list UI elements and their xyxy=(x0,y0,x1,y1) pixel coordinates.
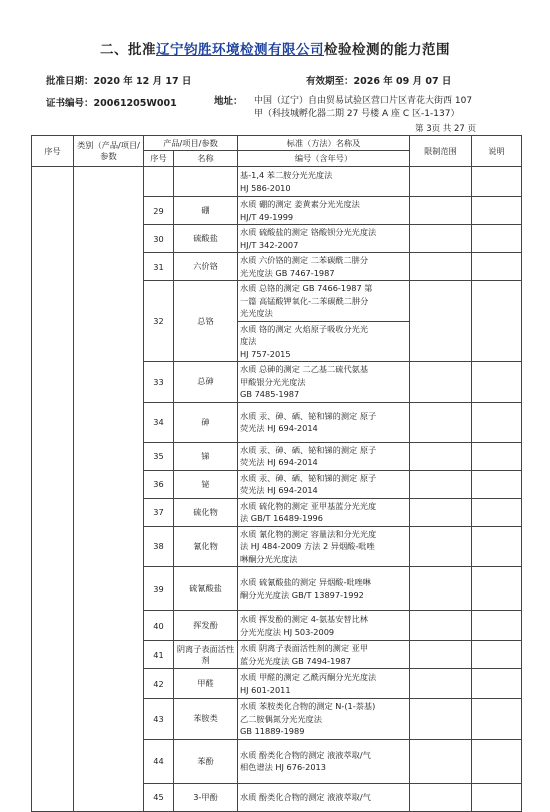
header-seq: 序号 xyxy=(32,136,74,167)
standard-cell xyxy=(238,253,410,281)
standard-cell xyxy=(238,402,410,442)
standard-line: 水质 硫酸盐的测定 铬酸钡分光光度法 xyxy=(240,227,377,237)
item-number: 44 xyxy=(144,739,174,783)
standard-line: 分光光度法 HJ 503-2009 xyxy=(240,626,335,637)
limit-cell xyxy=(410,498,472,526)
item-name: 氰化物 xyxy=(174,526,238,567)
limit-cell xyxy=(410,669,472,699)
standard-cell xyxy=(238,669,410,699)
limit-cell xyxy=(410,470,472,498)
item-name: 铋 xyxy=(174,470,238,498)
item-number: 40 xyxy=(144,611,174,641)
note-cell xyxy=(472,783,522,811)
standard-cell xyxy=(238,739,410,783)
address-line-2: 甲（科技城孵化器二期 27 号楼 A 座 C 区-1-137） xyxy=(254,109,460,119)
item-name xyxy=(174,167,238,197)
header-limit: 限制范围 xyxy=(410,136,472,167)
note-cell xyxy=(472,442,522,470)
standard-line: 水质 酚类化合物的测定 液液萃取/气 xyxy=(240,749,371,760)
item-name: 砷 xyxy=(174,402,238,442)
standard-line: 水质 总铬的测定 GB 7466-1987 第 xyxy=(240,283,373,293)
header-name: 名称 xyxy=(174,151,238,167)
standard-line: 水质 硼的测定 姜黄素分光光度法 xyxy=(240,199,360,209)
title-suffix: 检验检测的能力范围 xyxy=(324,42,450,58)
standard-line: HJ 757-2015 xyxy=(240,348,291,359)
standard-line: HJ/T 342-2007 xyxy=(240,239,299,250)
item-name: 苯胺类 xyxy=(174,699,238,740)
page-number: 第 3页 共 27 页 xyxy=(415,124,477,134)
limit-cell xyxy=(410,611,472,641)
item-name: 硫氰酸盐 xyxy=(174,567,238,611)
limit-cell xyxy=(410,253,472,281)
limit-cell xyxy=(410,567,472,611)
standard-line: 荧光法 HJ 694-2014 xyxy=(240,485,318,495)
standard-cell xyxy=(238,611,410,641)
standard-cell xyxy=(238,567,410,611)
limit-cell xyxy=(410,442,472,470)
item-name: 硫化物 xyxy=(174,498,238,526)
standard-line: 甲酸银分光光度法 xyxy=(240,376,306,387)
capability-table xyxy=(31,135,522,812)
item-name: 总铬 xyxy=(174,281,238,362)
item-number: 39 xyxy=(144,567,174,611)
item-name: 硫酸盐 xyxy=(174,225,238,253)
standard-cell xyxy=(238,442,410,470)
item-name: 锑 xyxy=(174,442,238,470)
table-body xyxy=(32,167,522,812)
limit-cell xyxy=(410,783,472,811)
standard-cell xyxy=(238,526,410,567)
standard-line: HJ 586-2010 xyxy=(240,182,291,193)
limit-cell xyxy=(410,402,472,442)
limit-cell xyxy=(410,225,472,253)
table-row xyxy=(32,167,522,197)
standard-cell xyxy=(238,225,410,253)
standard-line: 基-1,4 苯二胺分光光度法 xyxy=(240,170,333,180)
seq-cell xyxy=(32,167,74,812)
standard-line: 一篇 高锰酸钾氧化-二苯碳酰二肼分 xyxy=(240,295,369,306)
standard-line: 水质 六价铬的测定 二苯碳酰二肼分 xyxy=(240,255,369,265)
header-standard-2: 编号（含年号） xyxy=(238,151,410,167)
standard-line: GB 11889-1989 xyxy=(240,726,305,736)
standard-cell xyxy=(238,321,410,362)
item-number: 30 xyxy=(144,225,174,253)
address-line-1: 中国（辽宁）自由贸易试验区营口片区青花大街西 107 xyxy=(254,96,473,106)
standard-line: 水质 甲醛的测定 乙酰丙酮分光光度法 xyxy=(240,672,377,682)
note-cell xyxy=(472,498,522,526)
header-category: 类别（产品/项目/参数 xyxy=(74,136,144,167)
limit-cell xyxy=(410,526,472,567)
standard-line: 法 GB/T 16489-1996 xyxy=(240,513,323,523)
item-number: 38 xyxy=(144,526,174,567)
note-cell xyxy=(472,167,522,197)
standard-line: 水质 苯胺类化合物的测定 N-(1-萘基) xyxy=(240,701,376,711)
standard-line: 水质 氰化物的测定 容量法和分光光度 xyxy=(240,528,377,539)
standard-line: 水质 总砷的测定 二乙基二硫代氨基 xyxy=(240,364,369,374)
standard-line: 水质 铬的测定 火焰原子吸收分光光 xyxy=(240,323,369,334)
standard-line: 酮分光光度法 GB/T 13897-1992 xyxy=(240,589,364,600)
item-name: 挥发酚 xyxy=(174,611,238,641)
item-number: 41 xyxy=(144,641,174,669)
note-cell xyxy=(472,225,522,253)
standard-cell xyxy=(238,197,410,225)
note-cell xyxy=(472,526,522,567)
address-label: 地址： xyxy=(214,96,243,107)
standard-line: 水质 汞、砷、硒、铋和锑的测定 原子 xyxy=(240,410,377,421)
item-name: 六价铬 xyxy=(174,253,238,281)
note-cell xyxy=(472,197,522,225)
standard-line: 水质 挥发酚的测定 4-氨基安替比林 xyxy=(240,614,368,624)
item-name: 3-甲酚 xyxy=(174,783,238,811)
certificate-number: 证书编号：20061205W001 xyxy=(46,98,177,109)
header-group: 产品/项目/参数 xyxy=(144,136,238,151)
standard-line: 水质 汞、砷、硒、铋和锑的测定 原子 xyxy=(240,472,377,483)
limit-cell xyxy=(410,699,472,740)
limit-cell xyxy=(410,197,472,225)
standard-line: 光光度法 xyxy=(240,308,273,318)
note-cell xyxy=(472,739,522,783)
standard-line: 水质 硫氰酸盐的测定 异烟酸-吡唑啉 xyxy=(240,577,371,587)
limit-cell xyxy=(410,739,472,783)
item-name: 阴离子表面活性剂 xyxy=(174,641,238,669)
item-name: 硼 xyxy=(174,197,238,225)
note-cell xyxy=(472,567,522,611)
note-cell xyxy=(472,699,522,740)
standard-line: 水质 阴离子表面活性剂的测定 亚甲 xyxy=(240,643,369,653)
item-number: 31 xyxy=(144,253,174,281)
header-sub-seq: 序号 xyxy=(144,151,174,167)
standard-cell xyxy=(238,498,410,526)
item-number: 33 xyxy=(144,362,174,403)
note-cell xyxy=(472,669,522,699)
item-number: 43 xyxy=(144,699,174,740)
item-number xyxy=(144,167,174,197)
limit-cell xyxy=(410,281,472,362)
standard-line: 荧光法 HJ 694-2014 xyxy=(240,457,318,467)
standard-cell xyxy=(238,362,410,403)
header-note: 说明 xyxy=(472,136,522,167)
standard-line: 荧光法 HJ 694-2014 xyxy=(240,423,318,433)
note-cell xyxy=(472,253,522,281)
standard-cell xyxy=(238,281,410,322)
standard-line: 相色谱法 HJ 676-2013 xyxy=(240,762,326,772)
company-name: 辽宁钧胜环境检测有限公司 xyxy=(156,42,324,58)
note-cell xyxy=(472,402,522,442)
standard-line: HJ 601-2011 xyxy=(240,684,291,695)
note-cell xyxy=(472,470,522,498)
note-cell xyxy=(472,611,522,641)
item-number: 36 xyxy=(144,470,174,498)
standard-line: 法 HJ 484-2009 方法 2 异烟酸-吡唑 xyxy=(240,541,375,551)
standard-line: 蓝分光光度法 GB 7494-1987 xyxy=(240,655,351,666)
header-standard: 标准（方法）名称及 xyxy=(238,136,410,151)
item-name: 苯酚 xyxy=(174,739,238,783)
item-number: 37 xyxy=(144,498,174,526)
limit-cell xyxy=(410,362,472,403)
standard-line: GB 7485-1987 xyxy=(240,389,300,399)
limit-cell xyxy=(410,641,472,669)
item-name: 甲醛 xyxy=(174,669,238,699)
item-number: 45 xyxy=(144,783,174,811)
standard-cell xyxy=(238,167,410,197)
standard-line: HJ/T 49-1999 xyxy=(240,211,294,222)
note-cell xyxy=(472,641,522,669)
valid-until: 有效期至：2026 年 09 月 07 日 xyxy=(306,76,452,87)
standard-line: 水质 酚类化合物的测定 液液萃取/气 xyxy=(240,791,371,802)
item-number: 32 xyxy=(144,281,174,362)
approval-date: 批准日期：2020 年 12 月 17 日 xyxy=(46,76,192,87)
standard-line: 乙二胺偶氮分光光度法 xyxy=(240,713,322,724)
standard-cell xyxy=(238,470,410,498)
title-prefix: 二、批准 xyxy=(100,42,156,58)
category-cell xyxy=(74,167,144,812)
standard-cell xyxy=(238,783,410,811)
item-number: 29 xyxy=(144,197,174,225)
standard-line: 水质 汞、砷、硒、铋和锑的测定 原子 xyxy=(240,444,377,455)
note-cell xyxy=(472,362,522,403)
limit-cell xyxy=(410,167,472,197)
note-cell xyxy=(472,281,522,362)
standard-cell xyxy=(238,641,410,669)
item-number: 34 xyxy=(144,402,174,442)
standard-line: 啉酮分光光度法 xyxy=(240,553,298,564)
standard-cell xyxy=(238,699,410,740)
item-name: 总砷 xyxy=(174,362,238,403)
item-number: 35 xyxy=(144,442,174,470)
standard-line: 度法 xyxy=(240,336,257,346)
standard-line: 水质 硫化物的测定 亚甲基蓝分光光度 xyxy=(240,500,377,511)
page-title xyxy=(0,38,550,58)
standard-line: 光光度法 GB 7467-1987 xyxy=(240,267,335,278)
item-number: 42 xyxy=(144,669,174,699)
